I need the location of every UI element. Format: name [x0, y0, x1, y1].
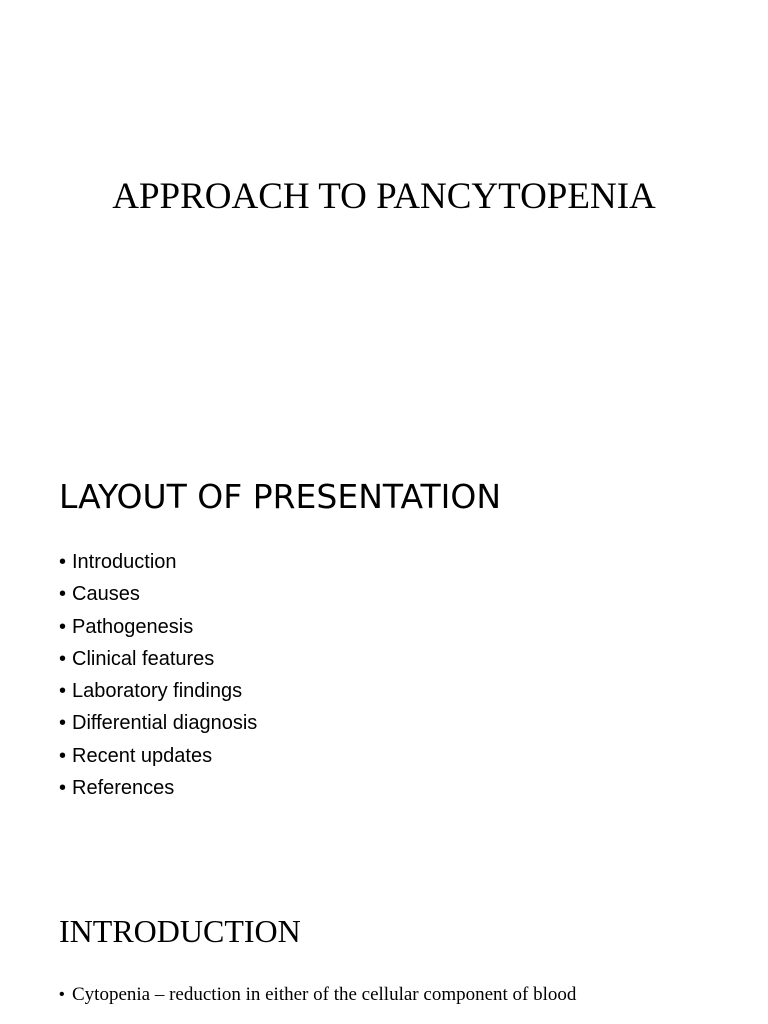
bullet-icon: • — [59, 712, 67, 735]
introduction-slide — [0, 895, 768, 1024]
bullet-icon: • — [59, 583, 67, 606]
list-item — [59, 643, 257, 675]
list-item-label: Cytopenia – reduction in either of the cellular component of blood — [72, 984, 577, 1005]
list-item — [59, 675, 257, 707]
list-item-label: Clinical features — [72, 647, 215, 670]
title-slide — [0, 0, 768, 400]
bullet-icon: • — [59, 647, 67, 670]
list-item — [59, 740, 257, 772]
list-item-label: Recent updates — [72, 744, 213, 767]
list-item-label: Causes — [72, 583, 140, 606]
bullet-list — [59, 546, 257, 804]
bullet-icon: • — [59, 777, 67, 800]
bullet-icon: • — [59, 680, 67, 703]
list-item — [59, 772, 257, 804]
bullet-icon: • — [59, 551, 67, 573]
list-item — [59, 611, 257, 643]
slide-title: APPROACH TO PANCYTOPENIA — [112, 176, 656, 217]
slide-heading: LAYOUT OF PRESENTATION — [59, 477, 502, 516]
list-item — [59, 578, 257, 610]
list-item-label: Laboratory findings — [72, 680, 243, 703]
list-item-label: Differential diagnosis — [72, 712, 258, 735]
list-item — [59, 546, 257, 578]
bullet-list — [59, 981, 576, 1009]
slide-heading: INTRODUCTION — [59, 913, 301, 949]
list-item — [59, 707, 257, 739]
list-item — [59, 981, 576, 1009]
layout-slide — [0, 460, 768, 840]
bullet-icon: • — [59, 744, 67, 767]
list-item-label: Pathogenesis — [72, 615, 194, 638]
list-item-label: References — [72, 777, 175, 800]
bullet-icon: • — [59, 615, 67, 638]
list-item-label: Introduction — [72, 551, 177, 573]
bullet-icon: • — [59, 986, 65, 1003]
